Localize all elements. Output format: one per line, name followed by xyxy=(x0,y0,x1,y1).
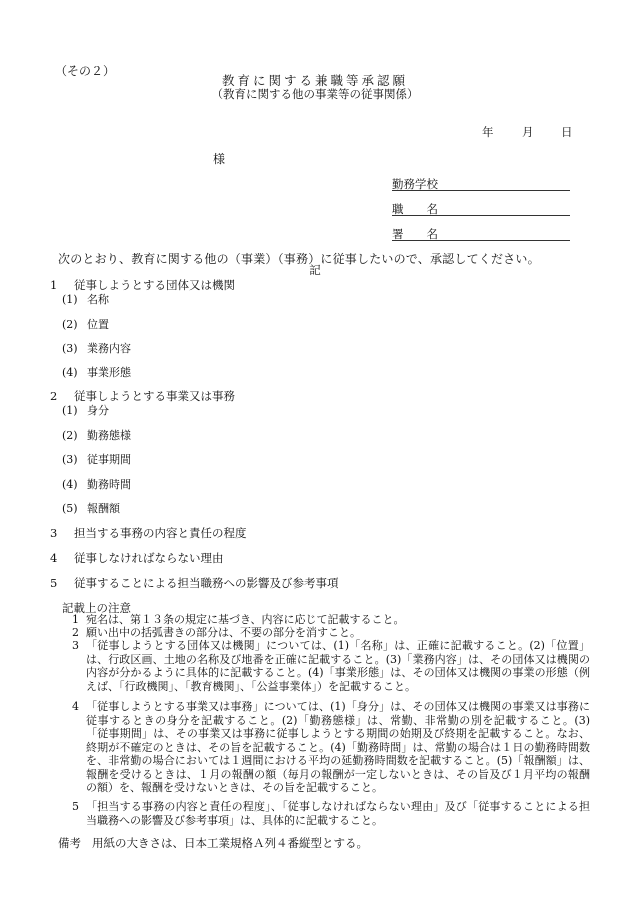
school-field-line[interactable] xyxy=(392,190,570,191)
section-number: 2 xyxy=(50,389,58,403)
section-4: 4 従事しなければならない理由 xyxy=(50,551,224,565)
school-label: 勤務学校 xyxy=(392,177,438,191)
item-1-1: (1) 名称 xyxy=(62,293,109,306)
note-1: 1 宛名は、第１３条の規定に基づき、内容に応じて記載すること。 xyxy=(72,613,405,626)
item-1-2: (2) 位置 xyxy=(62,318,109,331)
section-label: 従事しようとする団体又は機関 xyxy=(74,278,235,292)
item-2-2: (2) 勤務態様 xyxy=(62,429,131,442)
addressee-suffix: 様 xyxy=(213,152,226,166)
date-month: 月 xyxy=(522,125,534,139)
section-3: 3 担当する事務の内容と責任の程度 xyxy=(50,526,247,540)
section-number: 1 xyxy=(50,278,58,292)
item-2-5: (5) 報酬額 xyxy=(62,502,120,515)
remarks xyxy=(58,835,368,851)
item-1-4: (4) 事業形態 xyxy=(62,366,131,379)
item-2-1: (1) 身分 xyxy=(62,404,109,417)
note-2: 2 願い出中の括弧書きの部分は、不要の部分を消すこと。 xyxy=(72,626,361,639)
name-label: 署 名 xyxy=(392,227,438,241)
name-field-line[interactable] xyxy=(392,240,570,241)
ki-heading: 記 xyxy=(309,263,321,277)
form-number: （その２） xyxy=(55,64,116,78)
request-sentence: 次のとおり、教育に関する他の（事業）（事務）に従事したいので、承認してください。 xyxy=(58,252,540,266)
item-2-3: (3) 従事期間 xyxy=(62,453,131,466)
note-4: 4 「従事しようとする事業又は事務」については、(1)「身分」は、その団体又は機関の事業又は事務に従事するときの身分を記載すること。(2)「勤務態様」は、常勤、非常勤の別を記載すること。(3)「従事期間」は、その事業又は事務に従事しようとする期間の始期及び終期を記載すること。なお、終期が不確定のときは、その旨を記載すること。(4)「勤務時間」は、常勤の場合は１日の勤務時間数を、非常勤の場合においては１週間における平均の延勤務時間数を記載すること。(5)「報酬額」は、報酬を受けるときは、１月の報酬の額（毎月の報酬が一定しないときは、その旨及び１月平均の報酬の額）を、報酬を受けないときは、その旨を記載すること。 xyxy=(72,700,590,794)
document-title: 教育に関する兼職等承認願 xyxy=(221,73,408,88)
note-5: 5 「担当する事務の内容と責任の程度」、「従事しなければならない理由」及び「従事することによる担当職務への影響及び参考事項」は、具体的に記載すること。 xyxy=(72,800,590,827)
remarks-label: 備考 xyxy=(58,836,81,850)
document-subtitle: （教育に関する他の事業等の従事関係） xyxy=(211,87,419,101)
remarks-text: 用紙の大きさは、日本工業規格Ａ列４番縦型とする。 xyxy=(92,836,368,850)
section-5: 5 従事することによる担当職務への影響及び参考事項 xyxy=(50,576,339,590)
notes-heading: 記載上の注意 xyxy=(62,601,131,615)
item-1-3: (3) 業務内容 xyxy=(62,342,131,355)
date-day: 日 xyxy=(561,125,573,139)
date-year: 年 xyxy=(482,125,494,139)
section-label: 従事しようとする事業又は事務 xyxy=(74,389,235,403)
position-label: 職 名 xyxy=(392,202,438,216)
item-2-4: (4) 勤務時間 xyxy=(62,478,131,491)
note-3: 3 「従事しようとする団体又は機関」については、(1)「名称」は、正確に記載すること。(2)「位置」は、行政区画、土地の名称及び地番を正確に記載すること。(3)「業務内容」は、その団体又は機関の内容が分かるように具体的に記載すること。(4)「事業形態」は、その団体又は機関の事業の形態（例えば、「行政機関」、「教育機関」、「公益事業体」）を記載すること。 xyxy=(72,639,590,693)
position-field-line[interactable] xyxy=(392,215,570,216)
